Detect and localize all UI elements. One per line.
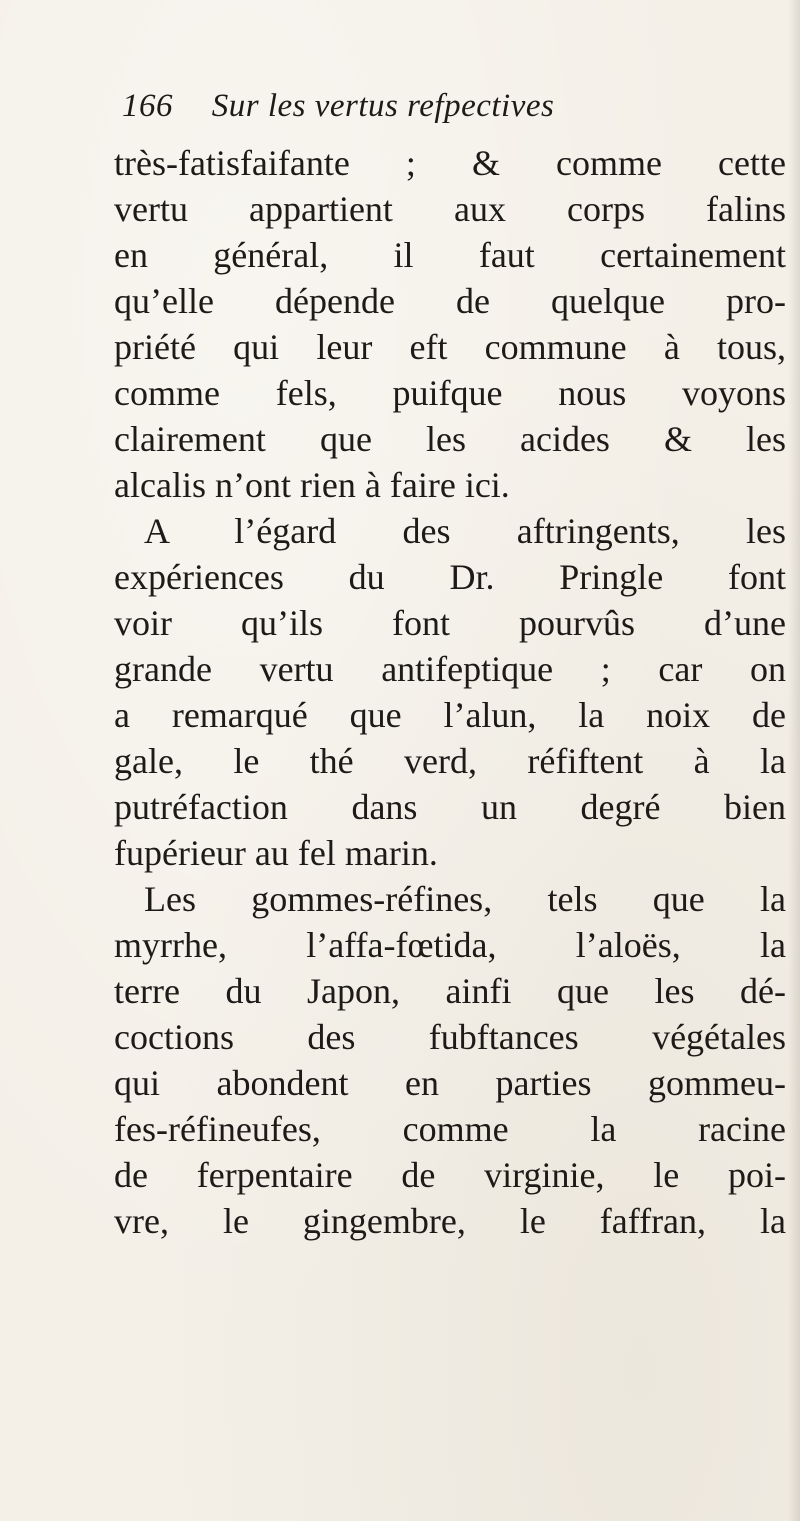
text-line: voir qu’ils font pourvûs d’une	[114, 603, 786, 643]
text-line: de ferpentaire de virginie, le poi-	[114, 1155, 786, 1195]
text-line: gale, le thé verd, réfiftent à la	[114, 741, 786, 781]
running-title: Sur les vertus refpectives	[211, 88, 555, 124]
running-header	[122, 88, 762, 136]
text-line: qui abondent en parties gommeu-	[114, 1063, 786, 1103]
text-line: coctions des fubftances végétales	[114, 1017, 786, 1057]
text-line: vertu appartient aux corps falins	[114, 189, 786, 229]
text-line: a remarqué que l’alun, la noix de	[114, 695, 786, 735]
text-line: alcalis n’ont rien à faire ici.	[114, 465, 510, 505]
text-line: comme fels, puifque nous voyons	[114, 373, 786, 413]
text-line: fes-réfineufes, comme la racine	[114, 1109, 786, 1149]
text-line: Les gommes-réfines, tels que la	[144, 879, 786, 919]
text-line: expériences du Dr. Pringle font	[114, 557, 786, 597]
text-line: clairement que les acides & les	[114, 419, 786, 459]
text-line: en général, il faut certainement	[114, 235, 786, 275]
page-edge-shadow	[788, 0, 800, 1521]
text-line: grande vertu antifeptique ; car on	[114, 649, 786, 689]
page-number: 166	[122, 88, 173, 124]
text-line: très-fatisfaifante ; & comme cette	[114, 143, 786, 183]
text-line: vre, le gingembre, le faffran, la	[114, 1201, 786, 1241]
text-line: A l’égard des aftringents, les	[144, 511, 786, 551]
text-line: fupérieur au fel marin.	[114, 833, 438, 873]
text-line: priété qui leur eft commune à tous,	[114, 327, 786, 367]
text-line: terre du Japon, ainfi que les dé-	[114, 971, 786, 1011]
text-line: myrrhe, l’affa-fœtida, l’aloës, la	[114, 925, 786, 965]
text-line: qu’elle dépende de quelque pro-	[114, 281, 786, 321]
text-line: putréfaction dans un degré bien	[114, 787, 786, 827]
body-text	[114, 140, 786, 1244]
